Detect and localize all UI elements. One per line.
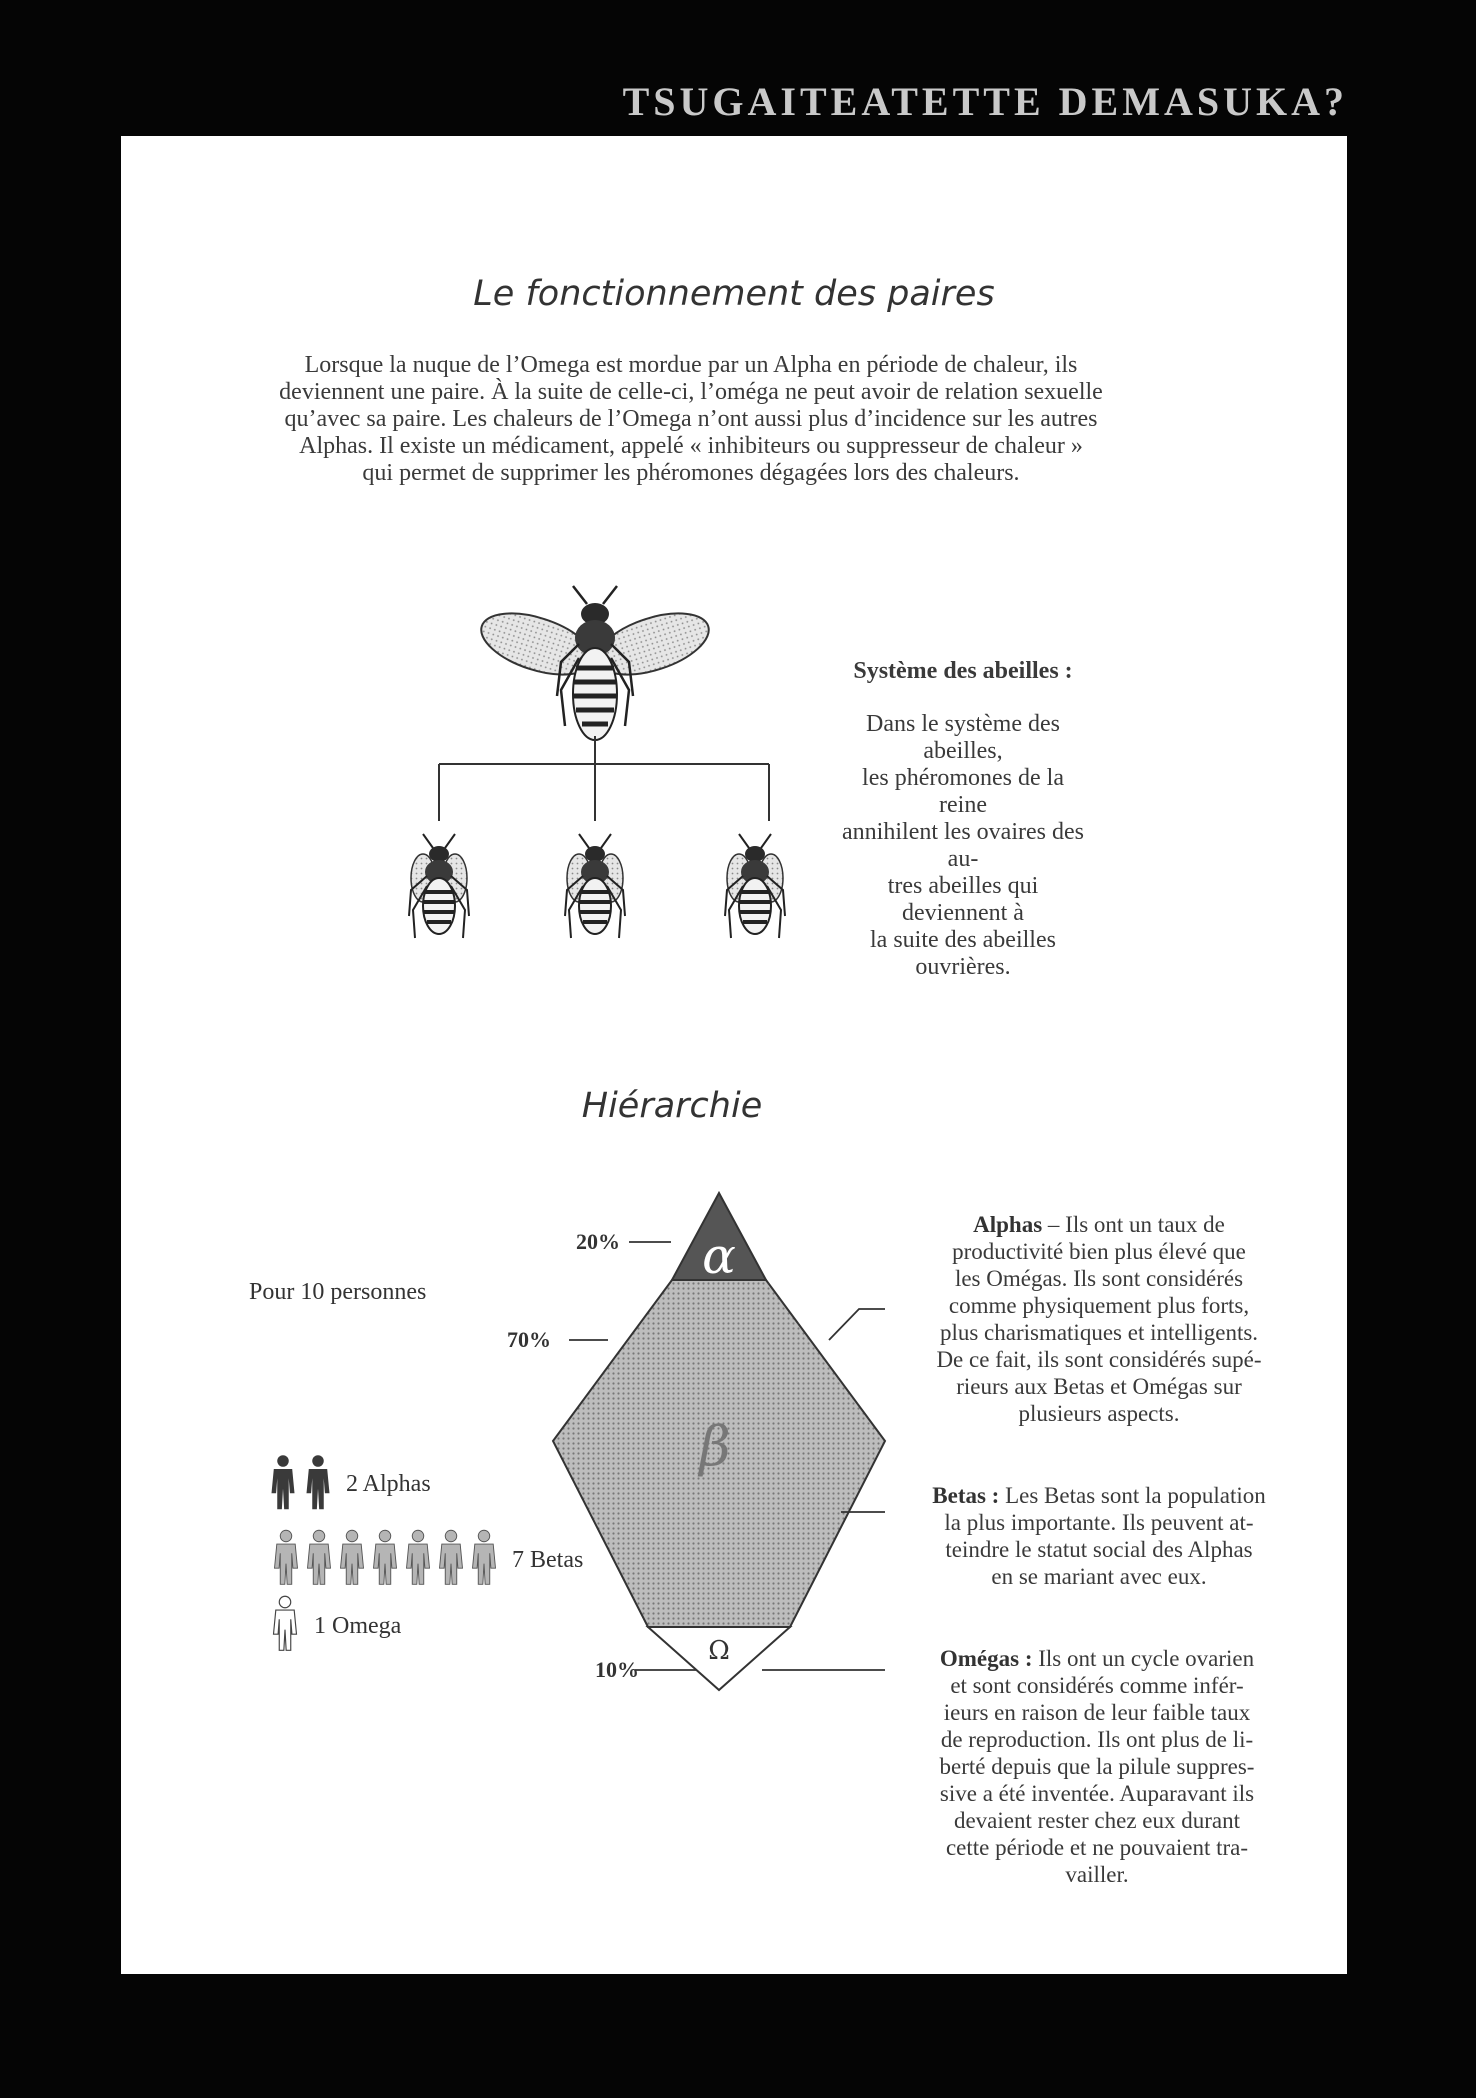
betas-description: Betas : Les Betas sont la population la plus importante. Ils peuvent at- teindre le statut social des Alphas en se mariant avec eux. (932, 1483, 1266, 1589)
bee-system-title: Système des abeilles : (853, 658, 1073, 684)
caption-line: annihilent les ovaires des au- (842, 819, 1084, 872)
worker-bee-icon (565, 834, 625, 938)
alphas-description: Alphas – Ils ont un taux de productivité bien plus élevé que les Omégas. Ils sont considérés comme physiquement plus forts, plus charismatiques et intelligents. De ce fait, ils sont considérés supé- rieurs aux Betas et Omégas sur plusieurs aspects. (936, 1212, 1262, 1426)
beta-people-icons (275, 1530, 496, 1584)
beta-symbol: β (699, 1415, 731, 1478)
caption-line: Dans le système des abeilles, (866, 711, 1060, 764)
betas-count: 7 Betas (512, 1547, 584, 1573)
omega-person-icon (274, 1596, 297, 1650)
document-page (121, 136, 1347, 1974)
worker-bee-icon (725, 834, 785, 938)
bee-system-body (841, 711, 1085, 981)
omega-percent: 10% (595, 1657, 639, 1682)
alpha-people-icons (272, 1455, 330, 1509)
omega-count: 1 Omega (314, 1613, 402, 1639)
alpha-percent: 20% (576, 1229, 620, 1254)
section-title-pairs: Le fonctionnement des paires (473, 274, 995, 314)
header-title: TSUGAITEATETTE DEMASUKA? (622, 79, 1348, 124)
caption-line: la suite des abeilles ouvrières. (870, 927, 1056, 980)
intro-line: deviennent une paire. À la suite de celle-ci, l’oméga ne peut avoir de relation sexuelle (279, 379, 1103, 405)
bee-tree-connector (439, 736, 769, 821)
population-label: Pour 10 personnes (249, 1279, 427, 1305)
omegas-description: Omégas : Ils ont un cycle ovarien et sont considérés comme infér- ieurs en raison de leur faible taux de reproduction. Ils ont plus de li- berté depuis que la pilule suppres- sive a été inventée. Auparavant ils devaient rester chez eux durant cette période et ne pouvaient tra- vailler. (939, 1646, 1255, 1887)
alpha-symbol: α (702, 1227, 736, 1285)
caption-line: les phéromones de la reine (862, 765, 1064, 818)
beta-percent: 70% (507, 1327, 551, 1352)
bee-system-caption (841, 658, 1085, 981)
omega-symbol: Ω (708, 1636, 730, 1666)
worker-bee-icon (409, 834, 469, 938)
intro-line: Alphas. Il existe un médicament, appelé « inhibiteurs ou suppresseur de chaleur » (299, 433, 1083, 459)
omegas-heading: Omégas : (939, 1646, 1033, 1671)
intro-line: Lorsque la nuque de l’Omega est mordue par un Alpha en période de chaleur, ils (304, 352, 1078, 378)
intro-line: qu’avec sa paire. Les chaleurs de l’Omega n’ont aussi plus d’incidence sur les autres (284, 406, 1098, 432)
betas-heading: Betas : (932, 1483, 1000, 1508)
alphas-heading: Alphas (973, 1212, 1043, 1237)
intro-line: qui permet de supprimer les phéromones dégagées lors des chaleurs. (362, 460, 1020, 486)
alphas-count: 2 Alphas (346, 1471, 431, 1497)
section-title-hierarchy: Hiérarchie (581, 1086, 763, 1126)
caption-line: tres abeilles qui deviennent à (887, 873, 1039, 926)
queen-bee-icon (474, 586, 716, 740)
